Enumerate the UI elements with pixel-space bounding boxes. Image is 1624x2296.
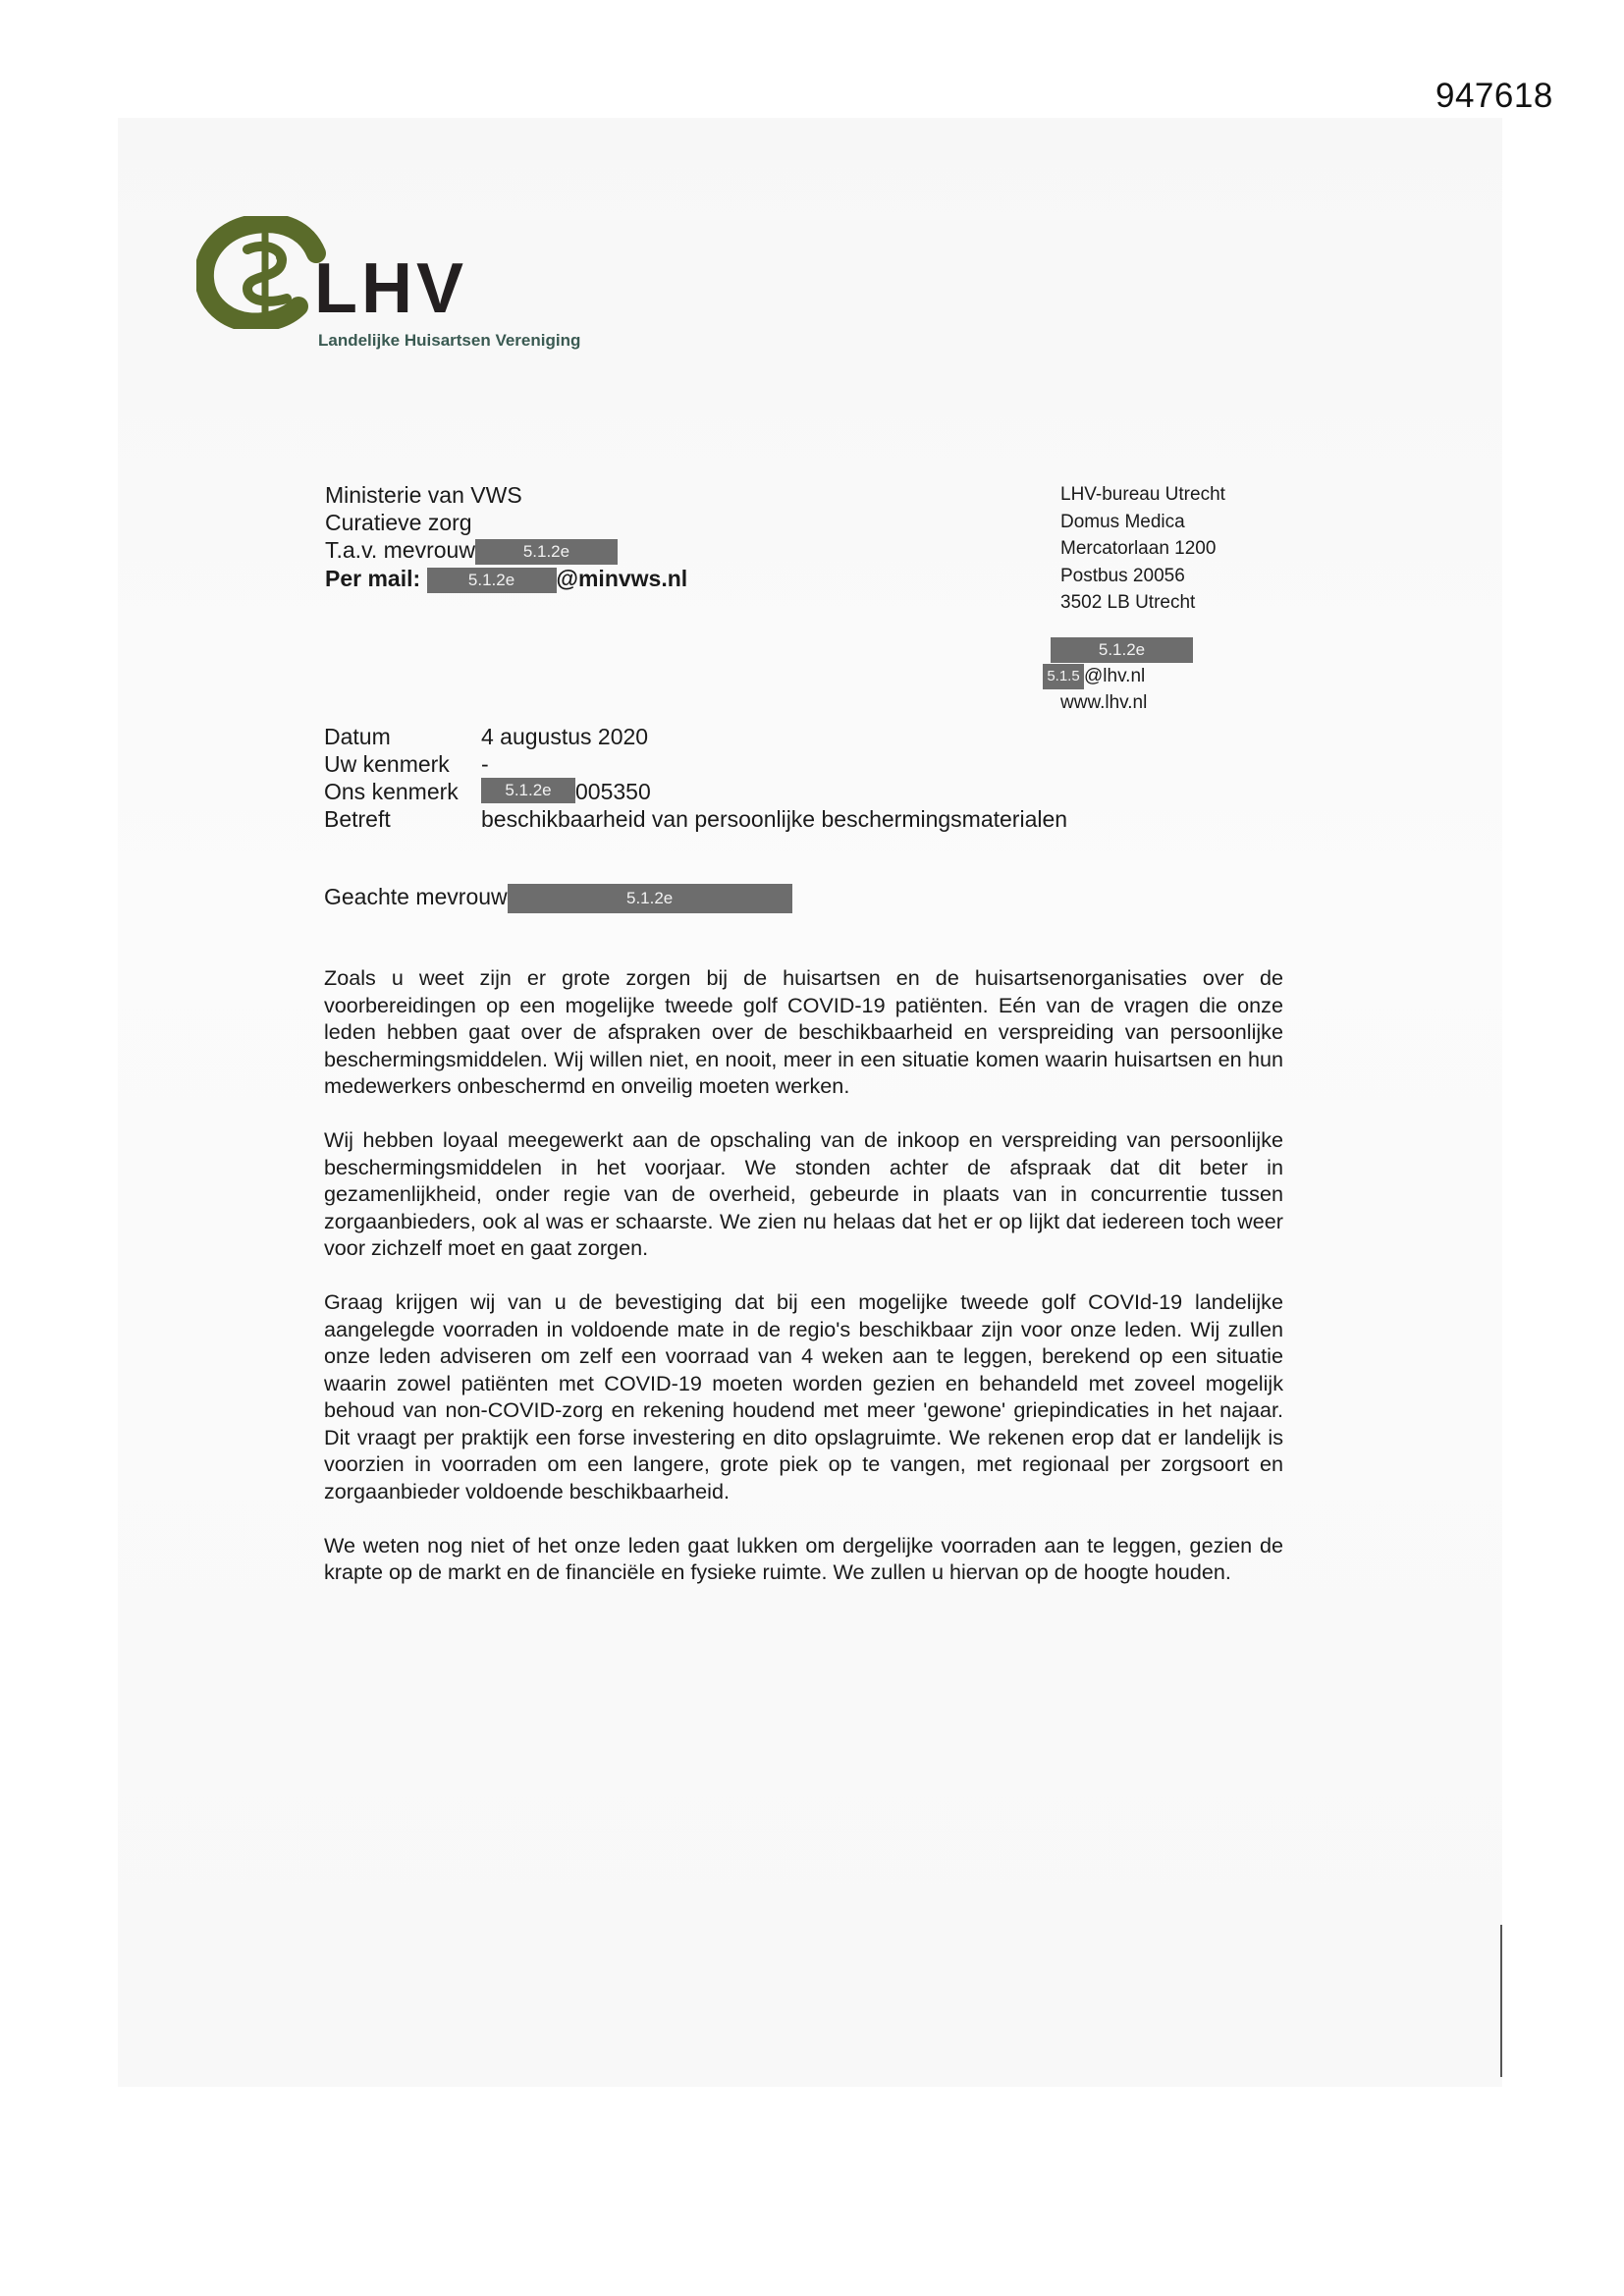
your-ref-label: Uw kenmerk xyxy=(324,751,450,777)
subject-label: Betreft xyxy=(324,806,391,832)
salutation xyxy=(324,884,792,913)
letter-body xyxy=(324,964,1283,1613)
subject-value: beschikbaarheid van persoonlijke beschermingsmaterialen xyxy=(481,806,1068,832)
body-paragraph: Wij hebben loyaal meegewerkt aan de opschaling van de inkoop en verspreiding van persoonlijke beschermingsmiddelen in het voorjaar. We stonden achter de afspraak dat dit beter in gezamenlijkheid, onder regie van de overheid, gebeurde in plaats van in concurrentie tussen zorgaanbieders, ook al was er schaarste. We zien nu helaas dat het er op lijkt dat iedereen toch weer voor zichzelf moet en gaat zorgen. xyxy=(324,1127,1283,1260)
contact-website: www.lhv.nl xyxy=(1060,692,1148,713)
your-ref-value: - xyxy=(481,751,489,777)
our-ref-label: Ons kenmerk xyxy=(324,779,459,804)
office-line2: Domus Medica xyxy=(1060,511,1185,532)
office-line5: 3502 LB Utrecht xyxy=(1060,592,1196,613)
redaction-box: 5.1.2e xyxy=(508,884,792,913)
attention-prefix: T.a.v. mevrouw xyxy=(325,537,475,563)
date-label: Datum xyxy=(324,724,391,749)
contact-email xyxy=(1043,663,1193,689)
recipient-line2: Curatieve zorg xyxy=(325,510,472,535)
lhv-logo xyxy=(196,216,581,350)
meta-row-your-ref xyxy=(324,750,1067,778)
mail-domain: @minvws.nl xyxy=(556,565,688,591)
body-paragraph: We weten nog niet of het onze leden gaat lukken om dergelijke voorraden aan te leggen, gezien de krapte op de markt en de financiële en fysieke ruimte. We zullen u hiervan op de hoogte houden. xyxy=(324,1532,1283,1584)
recipient-address xyxy=(325,481,687,593)
mail-label: Per mail: xyxy=(325,565,421,591)
meta-row-subject xyxy=(324,805,1067,833)
redaction-box: 5.1.2e xyxy=(475,539,618,565)
recipient-email xyxy=(325,565,687,593)
caduceus-emblem-icon xyxy=(196,216,329,329)
meta-row-our-ref xyxy=(324,778,1067,805)
redaction-box: 5.1.2e xyxy=(427,568,557,593)
recipient-line1: Ministerie van VWS xyxy=(325,482,522,508)
sender-contact xyxy=(1043,636,1193,716)
our-ref-value: 005350 xyxy=(575,779,651,804)
body-paragraph: Graag krijgen wij van u de bevestiging dat bij een mogelijke tweede golf COVId-19 landelijke aangelegde voorraden in voldoende mate in de regio's beschikbaar zijn voor onze leden. Wij zullen onze leden adviseren om zelf een voorraad van 4 weken aan te leggen, berekend op een situatie waarin zowel patiënten met COVID-19 moeten worden gezien en behandeld met zoveel mogelijk behoud van non-COVID-zorg en rekening houdend met meer 'gewone' griepindicaties in het najaar. Dit vraagt per praktijk een forse investering en dito opslagruimte. We rekenen erop dat er landelijk is voorzien in voorraden om een langere, grote piek op te vangen, met regionaal per zorgsoort en zorgaanbieder voldoende beschikbaarheid. xyxy=(324,1289,1283,1503)
contact-name xyxy=(1043,636,1193,663)
recipient-attention xyxy=(325,536,687,565)
meta-row-date xyxy=(324,723,1067,750)
scan-edge-line xyxy=(1500,1925,1502,2077)
email-domain: @lhv.nl xyxy=(1084,666,1146,686)
office-line1: LHV-bureau Utrecht xyxy=(1060,484,1225,505)
document-number: 947618 xyxy=(1435,77,1553,115)
redaction-box: 5.1.5 xyxy=(1043,664,1084,689)
office-line3: Mercatorlaan 1200 xyxy=(1060,538,1217,559)
redaction-box: 5.1.2e xyxy=(481,778,575,803)
office-line4: Postbus 20056 xyxy=(1060,565,1185,586)
body-paragraph: Zoals u weet zijn er grote zorgen bij de huisartsen en de huisartsenorganisaties over de voorbereidingen op een mogelijke tweede golf COVID-19 patiënten. Eén van de vragen die onze leden hebben gaat over de afspraken over de beschikbaarheid en verspreiding van persoonlijke beschermingsmiddelen. Wij willen niet, en nooit, meer in een situatie komen waarin huisartsen en hun medewerkers onbeschermd en onveilig moeten werken. xyxy=(324,965,1283,1098)
salutation-prefix: Geachte mevrouw xyxy=(324,884,508,910)
letter-metadata xyxy=(324,723,1067,833)
redaction-box: 5.1.2e xyxy=(1051,637,1193,663)
logo-subtitle: Landelijke Huisartsen Vereniging xyxy=(318,331,581,350)
logo-wordmark: LHV xyxy=(314,249,467,328)
date-value: 4 augustus 2020 xyxy=(481,724,649,749)
sender-office-address xyxy=(1060,481,1225,617)
